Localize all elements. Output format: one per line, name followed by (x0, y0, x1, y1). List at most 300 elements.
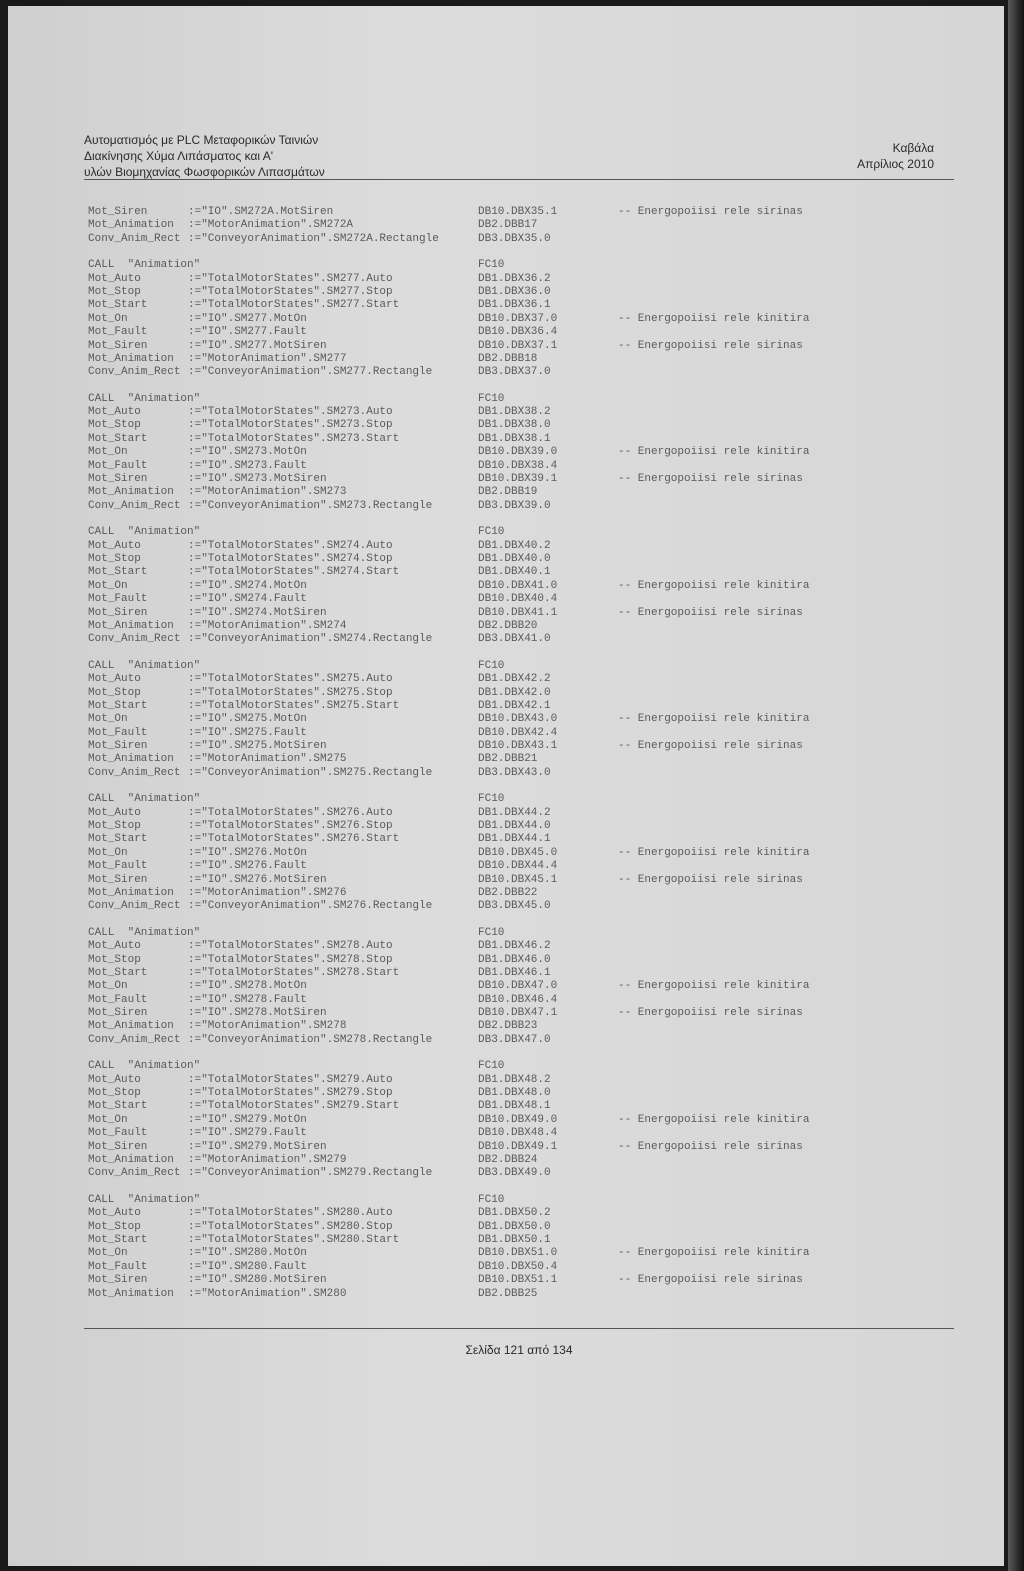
param-name: Mot_Siren (88, 740, 148, 753)
parameter-line (88, 326, 948, 339)
parameter-line (88, 486, 948, 499)
param-name: Mot_Start (88, 833, 148, 846)
param-address: DB1.DBX50.0 (478, 1220, 551, 1233)
parameter-line (88, 1221, 948, 1234)
param-assignment: :="MotorAnimation".SM275 (188, 753, 347, 766)
call-line (88, 1060, 948, 1073)
call-statement: CALL "Animation" (88, 392, 201, 405)
param-name: Mot_Animation (88, 1020, 174, 1033)
parameter-line (88, 740, 948, 753)
param-name: Mot_Fault (88, 993, 148, 1006)
param-assignment: :="IO".SM277.MotOn (188, 312, 307, 325)
param-assignment: :="MotorAnimation".SM273 (188, 486, 347, 499)
param-assignment: :="IO".SM272A.MotSiren (188, 206, 334, 218)
parameter-line (88, 1114, 948, 1127)
parameter-line (88, 233, 948, 246)
param-assignment: :="IO".SM274.Fault (188, 593, 307, 606)
param-comment: -- Energopoiisi rele kinitira (618, 1247, 810, 1260)
param-name: Mot_Siren (88, 206, 148, 218)
param-name: Mot_Stop (88, 419, 141, 432)
param-address: DB10.DBX35.1 (478, 206, 558, 218)
param-comment: -- Energopoiisi rele sirinas (618, 1274, 803, 1287)
param-assignment: :="IO".SM275.Fault (188, 726, 307, 739)
param-assignment: :="IO".SM276.MotOn (188, 846, 307, 859)
parameter-line (88, 1288, 948, 1301)
param-name: Mot_Start (88, 1233, 148, 1246)
param-assignment: :="IO".SM273.Fault (188, 459, 307, 472)
param-assignment: :="ConveyorAnimation".SM274.Rectangle (188, 633, 433, 646)
param-assignment: :="TotalMotorStates".SM277.Start (188, 299, 400, 312)
param-address: DB1.DBX44.2 (478, 806, 551, 819)
param-name: Mot_On (88, 1113, 128, 1126)
parameter-line (88, 874, 948, 887)
param-assignment: :="TotalMotorStates".SM276.Stop (188, 820, 393, 833)
call-line (88, 927, 948, 940)
parameter-line (88, 727, 948, 740)
param-name: Conv_Anim_Rect (88, 499, 181, 512)
param-name: Mot_Stop (88, 953, 141, 966)
param-address: DB1.DBX42.0 (478, 686, 551, 699)
param-address: DB1.DBX40.2 (478, 539, 551, 552)
param-assignment: :="IO".SM279.MotOn (188, 1113, 307, 1126)
page-header (84, 132, 954, 180)
param-address: DB10.DBX37.0 (478, 312, 558, 325)
param-address: DB1.DBX48.0 (478, 1087, 551, 1100)
param-address: DB10.DBX47.0 (478, 980, 558, 993)
param-comment: -- Energopoiisi rele kinitira (618, 312, 810, 325)
parameter-line (88, 1141, 948, 1154)
param-assignment: :="IO".SM278.MotSiren (188, 1007, 327, 1020)
date: Απρίλιος 2010 (857, 157, 934, 171)
parameter-line (88, 833, 948, 846)
call-function: FC10 (478, 1060, 505, 1073)
param-address: DB1.DBX42.1 (478, 699, 551, 712)
param-name: Mot_On (88, 713, 128, 726)
param-address: DB1.DBX36.2 (478, 272, 551, 285)
param-name: Mot_Start (88, 1100, 148, 1113)
param-assignment: :="IO".SM280.Fault (188, 1260, 307, 1273)
call-statement: CALL "Animation" (88, 259, 201, 272)
param-name: Mot_Animation (88, 486, 174, 499)
param-assignment: :="IO".SM275.MotOn (188, 713, 307, 726)
parameter-line (88, 980, 948, 993)
call-function: FC10 (478, 392, 505, 405)
param-assignment: :="IO".SM274.MotSiren (188, 606, 327, 619)
param-name: Mot_Animation (88, 619, 174, 632)
page-footer (84, 1328, 954, 1357)
param-assignment: :="IO".SM279.MotSiren (188, 1140, 327, 1153)
param-assignment: :="TotalMotorStates".SM274.Start (188, 566, 400, 579)
param-name: Mot_Auto (88, 539, 141, 552)
param-address: DB10.DBX51.1 (478, 1274, 558, 1287)
parameter-line (88, 553, 948, 566)
param-name: Mot_Auto (88, 1207, 141, 1220)
call-block (88, 927, 948, 1048)
param-assignment: :="TotalMotorStates".SM277.Stop (188, 285, 393, 298)
parameter-line (88, 1087, 948, 1100)
param-assignment: :="TotalMotorStates".SM280.Stop (188, 1220, 393, 1233)
param-address: DB1.DBX46.2 (478, 940, 551, 953)
param-assignment: :="ConveyorAnimation".SM276.Rectangle (188, 900, 433, 913)
param-assignment: :="TotalMotorStates".SM276.Auto (188, 806, 393, 819)
parameter-line (88, 633, 948, 646)
param-assignment: :="TotalMotorStates".SM273.Stop (188, 419, 393, 432)
param-comment: -- Energopoiisi rele sirinas (618, 740, 803, 753)
call-line (88, 259, 948, 272)
parameter-line (88, 687, 948, 700)
param-address: DB10.DBX43.1 (478, 740, 558, 753)
call-block (88, 1194, 948, 1301)
parameter-line (88, 1154, 948, 1167)
param-name: Mot_Auto (88, 1073, 141, 1086)
param-assignment: :="MotorAnimation".SM276 (188, 886, 347, 899)
param-address: DB10.DBX37.1 (478, 339, 558, 352)
param-comment: -- Energopoiisi rele sirinas (618, 1007, 803, 1020)
param-assignment: :="TotalMotorStates".SM274.Stop (188, 552, 393, 565)
param-comment: -- Energopoiisi rele sirinas (618, 1140, 803, 1153)
param-address: DB10.DBX46.4 (478, 993, 558, 1006)
parameter-line (88, 366, 948, 379)
param-assignment: :="IO".SM276.MotSiren (188, 873, 327, 886)
param-name: Mot_Stop (88, 820, 141, 833)
param-name: Mot_Stop (88, 552, 141, 565)
parameter-line (88, 820, 948, 833)
param-address: DB2.DBB18 (478, 352, 538, 365)
parameter-line (88, 1034, 948, 1047)
parameter-line (88, 419, 948, 432)
call-statement: CALL "Animation" (88, 793, 201, 806)
param-address: DB10.DBX40.4 (478, 593, 558, 606)
param-name: Mot_Animation (88, 753, 174, 766)
param-assignment: :="IO".SM274.MotOn (188, 579, 307, 592)
footer-rule (84, 1328, 954, 1329)
param-assignment: :="IO".SM278.MotOn (188, 980, 307, 993)
param-name: Mot_Animation (88, 1154, 174, 1166)
param-name: Mot_Auto (88, 272, 141, 285)
call-block (88, 206, 948, 246)
param-name: Mot_Start (88, 699, 148, 712)
param-name: Mot_Fault (88, 860, 148, 873)
param-address: DB1.DBX38.2 (478, 406, 551, 419)
param-assignment: :="ConveyorAnimation".SM277.Rectangle (188, 366, 433, 379)
param-comment: -- Energopoiisi rele sirinas (618, 606, 803, 619)
parameter-line (88, 807, 948, 820)
param-name: Mot_Start (88, 432, 148, 445)
parameter-line (88, 206, 948, 219)
param-assignment: :="IO".SM279.Fault (188, 1127, 307, 1140)
parameter-line (88, 860, 948, 873)
call-statement: CALL "Animation" (88, 1193, 201, 1206)
parameter-line (88, 967, 948, 980)
parameter-line (88, 460, 948, 473)
parameter-line (88, 473, 948, 486)
param-name: Conv_Anim_Rect (88, 366, 181, 379)
param-name: Mot_On (88, 312, 128, 325)
parameter-line (88, 887, 948, 900)
param-address: DB10.DBX39.1 (478, 473, 558, 486)
parameter-line (88, 713, 948, 726)
call-block (88, 526, 948, 647)
param-assignment: :="IO".SM278.Fault (188, 993, 307, 1006)
param-assignment: :="TotalMotorStates".SM275.Start (188, 699, 400, 712)
param-assignment: :="TotalMotorStates".SM275.Stop (188, 686, 393, 699)
param-name: Mot_Auto (88, 806, 141, 819)
param-address: DB1.DBX36.1 (478, 299, 551, 312)
param-address: DB10.DBX41.1 (478, 606, 558, 619)
param-address: DB10.DBX36.4 (478, 326, 558, 339)
param-address: DB10.DBX44.4 (478, 860, 558, 873)
param-name: Mot_Siren (88, 339, 148, 352)
document-place-date (857, 140, 934, 172)
call-block (88, 259, 948, 380)
call-line (88, 1194, 948, 1207)
parameter-line (88, 847, 948, 860)
param-address: DB1.DBX50.1 (478, 1233, 551, 1246)
parameter-line (88, 1167, 948, 1180)
param-comment: -- Energopoiisi rele sirinas (618, 339, 803, 352)
param-address: DB1.DBX42.2 (478, 673, 551, 686)
param-name: Mot_Fault (88, 726, 148, 739)
param-name: Mot_Siren (88, 606, 148, 619)
param-name: Mot_Fault (88, 326, 148, 339)
param-name: Mot_Stop (88, 686, 141, 699)
parameter-line (88, 940, 948, 953)
parameter-line (88, 1247, 948, 1260)
param-address: DB3.DBX45.0 (478, 900, 551, 913)
call-function: FC10 (478, 659, 505, 672)
param-assignment: :="MotorAnimation".SM280 (188, 1287, 347, 1300)
param-assignment: :="TotalMotorStates".SM280.Auto (188, 1207, 393, 1220)
call-line (88, 660, 948, 673)
parameter-line (88, 1274, 948, 1287)
parameter-line (88, 406, 948, 419)
param-assignment: :="ConveyorAnimation".SM278.Rectangle (188, 1033, 433, 1046)
param-assignment: :="TotalMotorStates".SM278.Stop (188, 953, 393, 966)
param-address: DB10.DBX51.0 (478, 1247, 558, 1260)
param-address: DB3.DBX35.0 (478, 232, 551, 245)
param-address: DB2.DBB20 (478, 619, 538, 632)
param-assignment: :="ConveyorAnimation".SM279.Rectangle (188, 1167, 433, 1180)
param-assignment: :="TotalMotorStates".SM277.Auto (188, 272, 393, 285)
param-assignment: :="TotalMotorStates".SM280.Start (188, 1233, 400, 1246)
param-name: Mot_Animation (88, 219, 174, 232)
param-comment: -- Energopoiisi rele kinitira (618, 579, 810, 592)
param-address: DB1.DBX40.1 (478, 566, 551, 579)
param-address: DB1.DBX48.1 (478, 1100, 551, 1113)
parameter-line (88, 620, 948, 633)
param-assignment: :="ConveyorAnimation".SM272A.Rectangle (188, 232, 439, 245)
param-address: DB3.DBX47.0 (478, 1033, 551, 1046)
param-comment: -- Energopoiisi rele sirinas (618, 873, 803, 886)
param-address: DB10.DBX45.1 (478, 873, 558, 886)
call-function: FC10 (478, 259, 505, 272)
param-name: Conv_Anim_Rect (88, 766, 181, 779)
call-block (88, 660, 948, 781)
param-assignment: :="IO".SM280.MotOn (188, 1247, 307, 1260)
param-name: Mot_Siren (88, 1007, 148, 1020)
param-assignment: :="IO".SM273.MotSiren (188, 473, 327, 486)
param-address: DB10.DBX47.1 (478, 1007, 558, 1020)
param-address: DB10.DBX38.4 (478, 459, 558, 472)
param-name: Mot_Auto (88, 940, 141, 953)
param-name: Conv_Anim_Rect (88, 232, 181, 245)
call-statement: CALL "Animation" (88, 926, 201, 939)
param-address: DB1.DBX50.2 (478, 1207, 551, 1220)
param-address: DB1.DBX46.1 (478, 966, 551, 979)
param-assignment: :="MotorAnimation".SM274 (188, 619, 347, 632)
call-statement: CALL "Animation" (88, 659, 201, 672)
call-block (88, 1060, 948, 1181)
document-title (84, 132, 325, 180)
param-name: Mot_On (88, 846, 128, 859)
param-address: DB1.DBX44.0 (478, 820, 551, 833)
parameter-line (88, 540, 948, 553)
parameter-line (88, 1127, 948, 1140)
param-name: Conv_Anim_Rect (88, 1033, 181, 1046)
param-name: Mot_Animation (88, 1287, 174, 1300)
param-assignment: :="IO".SM277.MotSiren (188, 339, 327, 352)
parameter-line (88, 273, 948, 286)
param-name: Mot_Start (88, 566, 148, 579)
parameter-line (88, 566, 948, 579)
param-comment: -- Energopoiisi rele kinitira (618, 980, 810, 993)
parameter-line (88, 607, 948, 620)
param-address: DB10.DBX49.1 (478, 1140, 558, 1153)
parameter-line (88, 1234, 948, 1247)
parameter-line (88, 1261, 948, 1274)
param-comment: -- Energopoiisi rele kinitira (618, 846, 810, 859)
param-assignment: :="TotalMotorStates".SM278.Auto (188, 940, 393, 953)
title-line-1: Αυτοματισμός με PLC Μεταφορικών Ταινιών (84, 133, 319, 147)
parameter-line (88, 313, 948, 326)
param-address: DB2.DBB17 (478, 219, 538, 232)
title-line-2: Διακίνησης Χύμα Λιπάσματος και Α' (84, 149, 274, 163)
parameter-line (88, 753, 948, 766)
param-name: Mot_Stop (88, 1220, 141, 1233)
param-assignment: :="IO".SM275.MotSiren (188, 740, 327, 753)
param-address: DB2.DBB19 (478, 486, 538, 499)
param-name: Mot_Animation (88, 886, 174, 899)
param-name: Conv_Anim_Rect (88, 900, 181, 913)
param-address: DB2.DBB25 (478, 1287, 538, 1300)
parameter-line (88, 580, 948, 593)
param-address: DB2.DBB23 (478, 1020, 538, 1033)
call-function: FC10 (478, 526, 505, 539)
param-name: Mot_On (88, 579, 128, 592)
param-address: DB2.DBB22 (478, 886, 538, 899)
parameter-line (88, 340, 948, 353)
param-name: Mot_Fault (88, 1127, 148, 1140)
param-assignment: :="IO".SM276.Fault (188, 860, 307, 873)
param-name: Mot_Fault (88, 593, 148, 606)
param-assignment: :="MotorAnimation".SM278 (188, 1020, 347, 1033)
param-name: Mot_Fault (88, 459, 148, 472)
param-address: DB3.DBX37.0 (478, 366, 551, 379)
param-name: Mot_Siren (88, 473, 148, 486)
param-address: DB10.DBX39.0 (478, 446, 558, 459)
param-name: Mot_Start (88, 299, 148, 312)
parameter-line (88, 1100, 948, 1113)
parameter-line (88, 1074, 948, 1087)
param-name: Mot_Fault (88, 1260, 148, 1273)
param-address: DB10.DBX45.0 (478, 846, 558, 859)
param-name: Conv_Anim_Rect (88, 633, 181, 646)
param-assignment: :="TotalMotorStates".SM275.Auto (188, 673, 393, 686)
param-assignment: :="TotalMotorStates".SM279.Auto (188, 1073, 393, 1086)
param-assignment: :="MotorAnimation".SM272A (188, 219, 354, 232)
param-name: Mot_Siren (88, 873, 148, 886)
call-line (88, 393, 948, 406)
parameter-line (88, 299, 948, 312)
parameter-line (88, 219, 948, 232)
parameter-line (88, 767, 948, 780)
param-assignment: :="ConveyorAnimation".SM275.Rectangle (188, 766, 433, 779)
call-function: FC10 (478, 926, 505, 939)
param-assignment: :="TotalMotorStates".SM276.Start (188, 833, 400, 846)
param-address: DB3.DBX43.0 (478, 766, 551, 779)
param-assignment: :="TotalMotorStates".SM273.Start (188, 432, 400, 445)
parameter-line (88, 446, 948, 459)
parameter-line (88, 433, 948, 446)
param-address: DB10.DBX43.0 (478, 713, 558, 726)
param-name: Mot_Siren (88, 1140, 148, 1153)
param-assignment: :="IO".SM277.Fault (188, 326, 307, 339)
param-name: Mot_Animation (88, 352, 174, 365)
param-assignment: :="TotalMotorStates".SM278.Start (188, 966, 400, 979)
param-name: Mot_Stop (88, 1087, 141, 1100)
param-name: Mot_On (88, 446, 128, 459)
param-name: Mot_On (88, 1247, 128, 1260)
parameter-line (88, 593, 948, 606)
param-address: DB1.DBX36.0 (478, 285, 551, 298)
parameter-line (88, 954, 948, 967)
param-assignment: :="MotorAnimation".SM277 (188, 352, 347, 365)
call-statement: CALL "Animation" (88, 526, 201, 539)
parameter-line (88, 353, 948, 366)
param-assignment: :="TotalMotorStates".SM279.Start (188, 1100, 400, 1113)
param-address: DB10.DBX41.0 (478, 579, 558, 592)
param-comment: -- Energopoiisi rele kinitira (618, 1113, 810, 1126)
param-name: Mot_Auto (88, 406, 141, 419)
param-name: Mot_Siren (88, 1274, 148, 1287)
parameter-line (88, 700, 948, 713)
title-line-3: υλών Βιομηχανίας Φωσφορικών Λιπασμάτων (84, 165, 325, 179)
param-assignment: :="TotalMotorStates".SM279.Stop (188, 1087, 393, 1100)
parameter-line (88, 286, 948, 299)
code-listing (88, 206, 948, 1314)
document-page (8, 6, 1004, 1566)
call-function: FC10 (478, 1193, 505, 1206)
param-address: DB3.DBX41.0 (478, 633, 551, 646)
param-comment: -- Energopoiisi rele kinitira (618, 713, 810, 726)
parameter-line (88, 1007, 948, 1020)
param-address: DB10.DBX50.4 (478, 1260, 558, 1273)
param-assignment: :="ConveyorAnimation".SM273.Rectangle (188, 499, 433, 512)
param-address: DB1.DBX44.1 (478, 833, 551, 846)
param-comment: -- Energopoiisi rele sirinas (618, 206, 803, 218)
call-block (88, 393, 948, 514)
header-rule (84, 179, 954, 180)
param-address: DB2.DBB21 (478, 753, 538, 766)
call-line (88, 793, 948, 806)
parameter-line (88, 1020, 948, 1033)
param-address: DB10.DBX42.4 (478, 726, 558, 739)
param-comment: -- Energopoiisi rele sirinas (618, 473, 803, 486)
param-name: Conv_Anim_Rect (88, 1167, 181, 1180)
param-address: DB1.DBX40.0 (478, 552, 551, 565)
call-line (88, 526, 948, 539)
param-assignment: :="IO".SM280.MotSiren (188, 1274, 327, 1287)
